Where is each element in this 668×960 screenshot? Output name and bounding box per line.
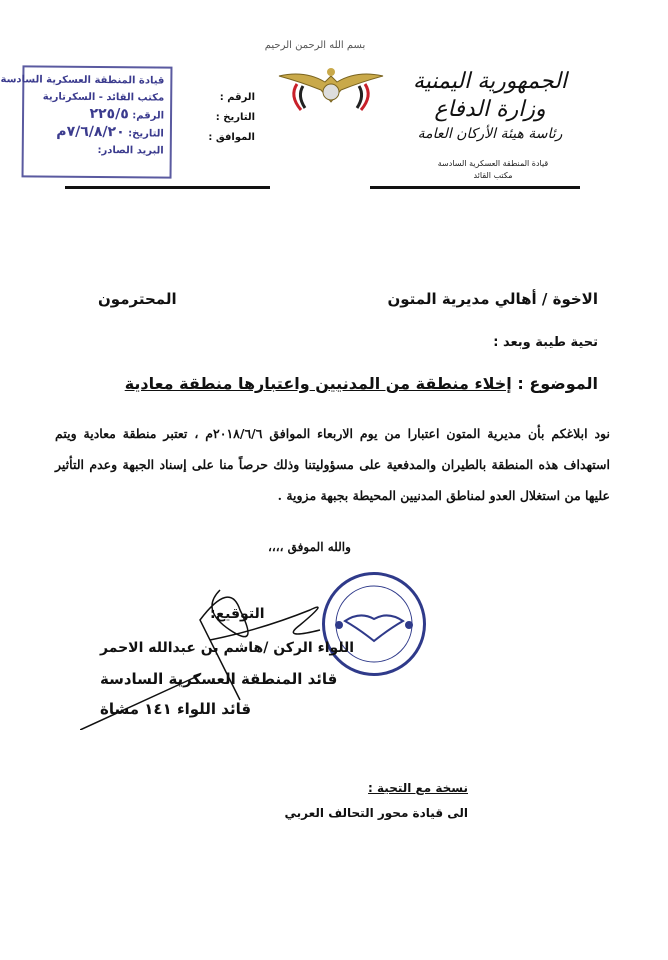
recipient: الاخوة / أهالي مديرية المتون: [387, 290, 598, 308]
signatory-brigade: قائد اللواء ١٤١ مشاة: [100, 700, 252, 718]
signature-label: التوقيع:: [210, 606, 265, 622]
command-name: قيادة المنطقة العسكرية السادسة: [437, 159, 549, 168]
signatory-title: قائد المنطقة العسكرية السادسة: [100, 670, 338, 688]
header-divider-right: [370, 186, 580, 189]
office-name: مكتب القائد: [473, 171, 513, 180]
reference-fields: [195, 88, 255, 148]
stamp-number-value: ٢٢٥/٥: [89, 105, 129, 123]
date-label: التاريخ :: [215, 112, 255, 123]
stamp-outgoing-label: البريد الصادر:: [97, 145, 164, 157]
copy-recipient: الى قيادة محور التحالف العربي: [284, 806, 468, 820]
respected-label: المحترمون: [98, 290, 177, 308]
institution-subheader: [418, 158, 568, 182]
closing: والله الموفق ،،،،: [268, 540, 351, 554]
header-divider-left: [65, 186, 270, 189]
subject-label: الموضوع :: [517, 374, 598, 393]
corresponding-label: الموافق :: [208, 132, 255, 143]
stamp-line1: قيادة المنطقة العسكرية السادسة: [0, 74, 165, 87]
signatory-name: اللواء الركن /هاشم بن عبدالله الاحمر: [100, 640, 355, 656]
letter-body: نود ابلاغكم بأن مديرية المتون اعتبارا من يوم الاربعاء الموافق ٢٠١٨/٦/٦م ، تعتبر منطقة معادية ويتم استهداف هذه المنطقة بالطيران والمدفعية على مسؤوليتنا وذلك حرصاً منا على إسناد الجبهة وعدم التأثير عليها من استغلال العدو لمناطق المدنيين المحيطة بجبهة مزوية .: [55, 426, 610, 503]
subject-text: إخلاء منطقة من المدنيين واعتبارها منطقة معادية: [124, 374, 512, 393]
stamp-line2: مكتب القائد - السكرتارية: [42, 91, 165, 104]
number-label: الرقم :: [219, 92, 255, 103]
republic-name: الجمهورية اليمنية: [412, 69, 568, 94]
institution-header: [390, 68, 590, 144]
basmala: بسم الله الرحمن الرحيم: [264, 40, 366, 51]
stamp-date-label: التاريخ:: [128, 128, 164, 140]
secretariat-stamp: [0, 65, 173, 178]
handwritten-signature-icon: [80, 570, 340, 730]
yemen-eagle-emblem-icon: [275, 62, 387, 116]
stamp-date-value: ٧/٦/٨/٢٠م: [56, 123, 125, 141]
general-staff: رئاسة هيئة الأركان العامة: [417, 126, 563, 142]
subject-line: [125, 374, 598, 393]
greeting: تحية طيبة وبعد :: [493, 335, 598, 350]
stamp-number-label: الرقم:: [132, 110, 165, 122]
copy-label: نسخة مع التحية :: [368, 781, 468, 795]
ministry-name: وزارة الدفاع: [434, 97, 546, 122]
